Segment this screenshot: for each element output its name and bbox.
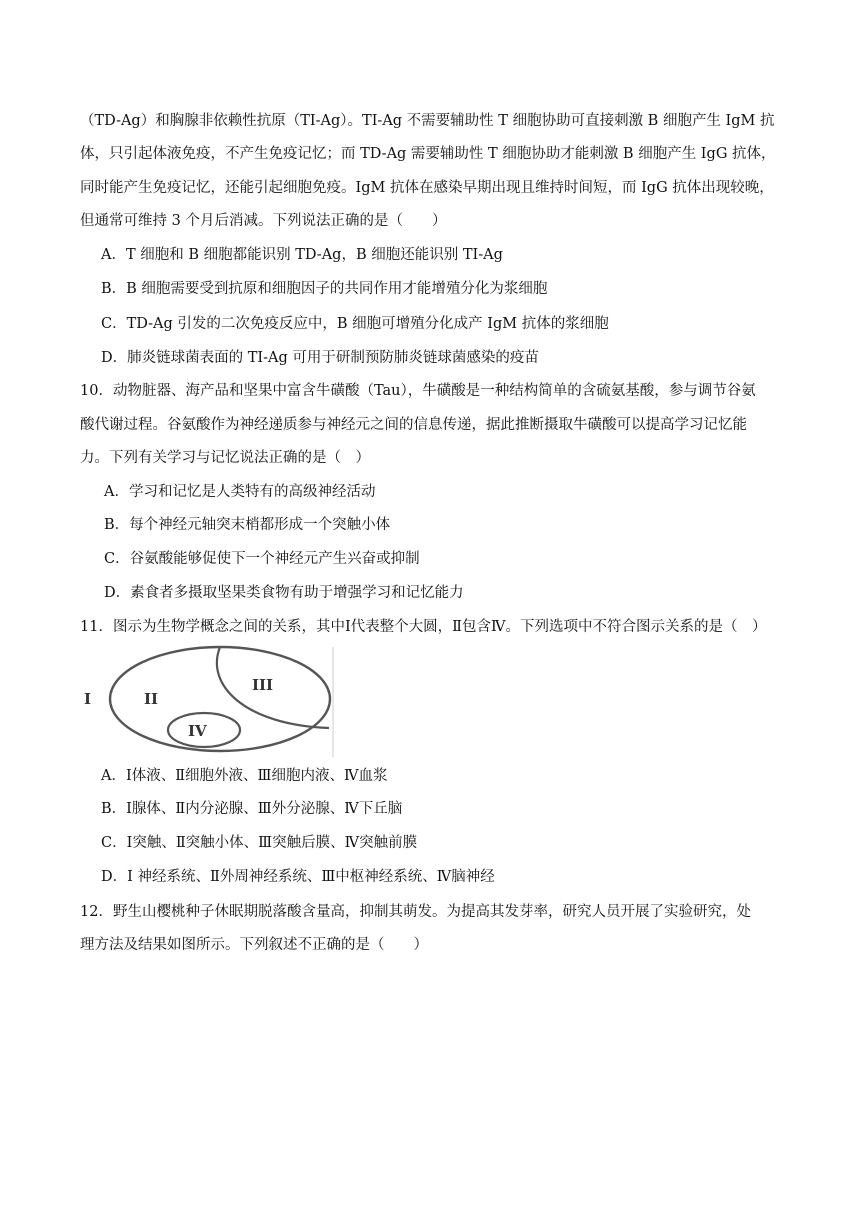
concept-relationship-diagram (80, 645, 340, 757)
label-iii: III (252, 676, 274, 694)
q11-option-b: B．Ⅰ腺体、Ⅱ内分泌腺、Ⅲ外分泌腺、Ⅳ下丘脑 (101, 801, 403, 817)
q9-option-d: D．肺炎链球菌表面的 TI-Ag 可用于研制预防肺炎链球菌感染的疫苗 (101, 350, 539, 366)
q11-stem: 11．图示为生物学概念之间的关系，其中Ⅰ代表整个大圆，Ⅱ包含Ⅳ。下列选项中不符合图示关系的是（ ） (80, 619, 767, 635)
q10-option-c: C．谷氨酸能够促使下一个神经元产生兴奋或抑制 (104, 551, 420, 567)
q10-line-3: 力。下列有关学习与记忆说法正确的是（ ） (80, 450, 370, 466)
q12-line-2: 理方法及结果如图所示。下列叙述不正确的是（ ） (80, 937, 428, 953)
q12-line-1: 12．野生山樱桃种子休眠期脱落酸含量高，抑制其萌发。为提高其发芽率，研究人员开展了实验研究，处 (80, 904, 751, 920)
q10-line-1: 10．动物脏器、海产品和坚果中富含牛磺酸（Tau），牛磺酸是一种结构简单的含硫氨基酸，参与调节谷氨 (80, 383, 756, 399)
q10-option-d: D．素食者多摄取坚果类食物有助于增强学习和记忆能力 (104, 585, 464, 601)
label-ii: II (144, 690, 159, 708)
label-i: I (84, 690, 92, 708)
outer-circle (110, 647, 330, 751)
q9-line-2: 体，只引起体液免疫，不产生免疫记忆；而 TD-Ag 需要辅助性 T 细胞协助才能刺激 B 细胞产生 IgG 抗体， (80, 146, 776, 162)
q11-option-c: C．Ⅰ突触、Ⅱ突触小体、Ⅲ突触后膜、Ⅳ突触前膜 (101, 835, 418, 851)
q10-line-2: 酸代谢过程。谷氨酸作为神经递质参与神经元之间的信息传递，据此推断摄取牛磺酸可以提高学习记忆能 (80, 417, 747, 433)
q9-line-3: 同时能产生免疫记忆，还能引起细胞免疫。IgM 抗体在感染早期出现且维持时间短，而 IgG 抗体出现较晚， (80, 180, 774, 196)
q11-option-a: A．Ⅰ体液、Ⅱ细胞外液、Ⅲ细胞内液、Ⅳ血浆 (101, 768, 388, 784)
q10-option-a: A．学习和记忆是人类特有的高级神经活动 (104, 484, 376, 500)
q9-option-a: A．T 细胞和 B 细胞都能识别 TD-Ag，B 细胞还能识别 TI-Ag (101, 247, 503, 263)
q10-option-b: B．每个神经元轴突末梢都形成一个突触小体 (104, 517, 391, 533)
q9-option-b: B．B 细胞需要受到抗原和细胞因子的共同作用才能增殖分化为浆细胞 (101, 281, 548, 297)
q11-option-d: D．I 神经系统、Ⅱ外周神经系统、Ⅲ中枢神经系统、Ⅳ脑神经 (101, 869, 495, 885)
q9-line-1: （TD-Ag）和胸腺非依赖性抗原（TI-Ag）。TI-Ag 不需要辅助性 T 细胞协助可直接刺激 B 细胞产生 IgM 抗 (80, 113, 775, 129)
q9-line-4: 但通常可维持 3 个月后消减。下列说法正确的是（ ） (80, 213, 447, 229)
q9-option-c: C．TD-Ag 引发的二次免疫反应中，B 细胞可增殖分化成产 IgM 抗体的浆细胞 (101, 316, 609, 332)
label-iv: IV (188, 722, 207, 740)
